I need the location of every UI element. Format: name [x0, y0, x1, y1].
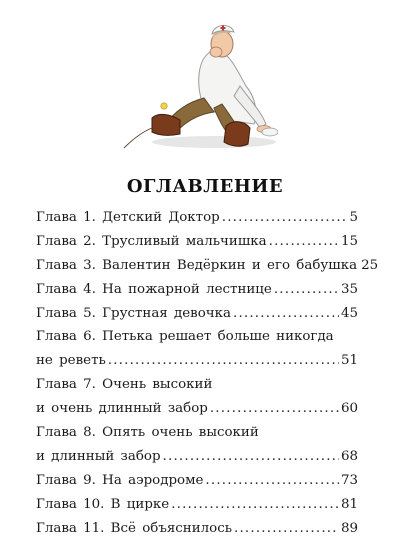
toc-dot-leader: [210, 401, 339, 416]
toc-dot-leader: [171, 497, 339, 512]
toc-entry-text: Глава 1. Детский Доктор: [36, 210, 220, 225]
toc-entry-text: не реветь: [36, 353, 106, 369]
ground-shadow: [152, 136, 276, 148]
toc-entry-text: Глава 8. Опять очень высокий: [36, 425, 259, 441]
toc-entry-chapter-7-cont[interactable]: [36, 401, 358, 425]
toc-dot-leader: [108, 353, 339, 368]
toc-page-number: 35: [340, 281, 358, 297]
boot-lace: [124, 128, 152, 148]
toc-dot-leader: [222, 210, 348, 225]
toc-entry-chapter-6[interactable]: [36, 329, 358, 353]
toc-page-number: 81: [340, 496, 358, 512]
toc-entry-chapter-7[interactable]: [36, 377, 358, 401]
toc-page-number: 60: [340, 401, 358, 417]
left-boot: [152, 114, 180, 135]
toc-entry-chapter-4[interactable]: [36, 282, 358, 306]
toc-entry-text: Глава 4. На пожарной лестнице: [36, 281, 272, 297]
toc-entry-chapter-3[interactable]: [36, 257, 379, 282]
toc-page-number: 51: [340, 353, 358, 369]
toc-entry-chapter-8[interactable]: [36, 425, 358, 449]
toc-page-number: 5: [349, 210, 358, 225]
toc-dot-leader: [233, 306, 339, 321]
toc-entry-chapter-9[interactable]: [36, 473, 358, 497]
toc-entry-chapter-5[interactable]: [36, 306, 358, 330]
doctor-illustration: [118, 2, 278, 160]
toc-entry-chapter-1[interactable]: [36, 210, 358, 234]
toc-page-number: 73: [340, 472, 358, 488]
toc-dot-leader: [269, 234, 339, 249]
toc-entry-text: и длинный забор: [36, 448, 161, 464]
toc-entry-chapter-11[interactable]: [36, 521, 358, 544]
toc-entry-text: Глава 6. Петька решает больше никогда: [36, 329, 334, 345]
toc-page-number: 89: [340, 520, 358, 536]
toc-entry-chapter-2[interactable]: [36, 234, 358, 258]
table-of-contents: [36, 210, 379, 544]
toc-entry-chapter-6-cont[interactable]: [36, 353, 358, 377]
toc-entry-chapter-10[interactable]: [36, 497, 358, 521]
toc-dot-leader: [274, 282, 339, 297]
toc-entry-text: Глава 10. В цирке: [36, 496, 170, 512]
hat-on-ground: [262, 128, 278, 136]
toc-page-number: 25: [361, 257, 379, 273]
toc-page-number: 15: [340, 233, 358, 249]
toc-entry-text: Глава 3. Валентин Ведёркин и его бабушка: [36, 257, 358, 273]
hand-on-face: [210, 47, 222, 57]
right-boot: [224, 122, 250, 146]
toc-entry-chapter-8-cont[interactable]: [36, 449, 358, 473]
toc-title: ОГЛАВЛЕНИЕ: [126, 176, 284, 197]
toc-entry-text: Глава 9. На аэродроме: [36, 472, 204, 488]
toc-entry-text: Глава 2. Трусливый мальчишка: [36, 233, 267, 249]
toc-page-number: 45: [340, 305, 358, 321]
toc-entry-text: Глава 11. Всё объяснилось: [36, 520, 233, 536]
toc-entry-text: Глава 5. Грустная девочка: [36, 305, 231, 321]
toc-entry-text: Глава 7. Очень высокий: [36, 377, 213, 393]
toc-entry-text: и очень длинный забор: [36, 401, 208, 417]
toc-dot-leader: [205, 473, 339, 488]
toc-dot-leader: [234, 521, 339, 536]
ball-icon: [161, 103, 167, 109]
toc-dot-leader: [163, 449, 339, 464]
toc-page-number: 68: [340, 448, 358, 464]
